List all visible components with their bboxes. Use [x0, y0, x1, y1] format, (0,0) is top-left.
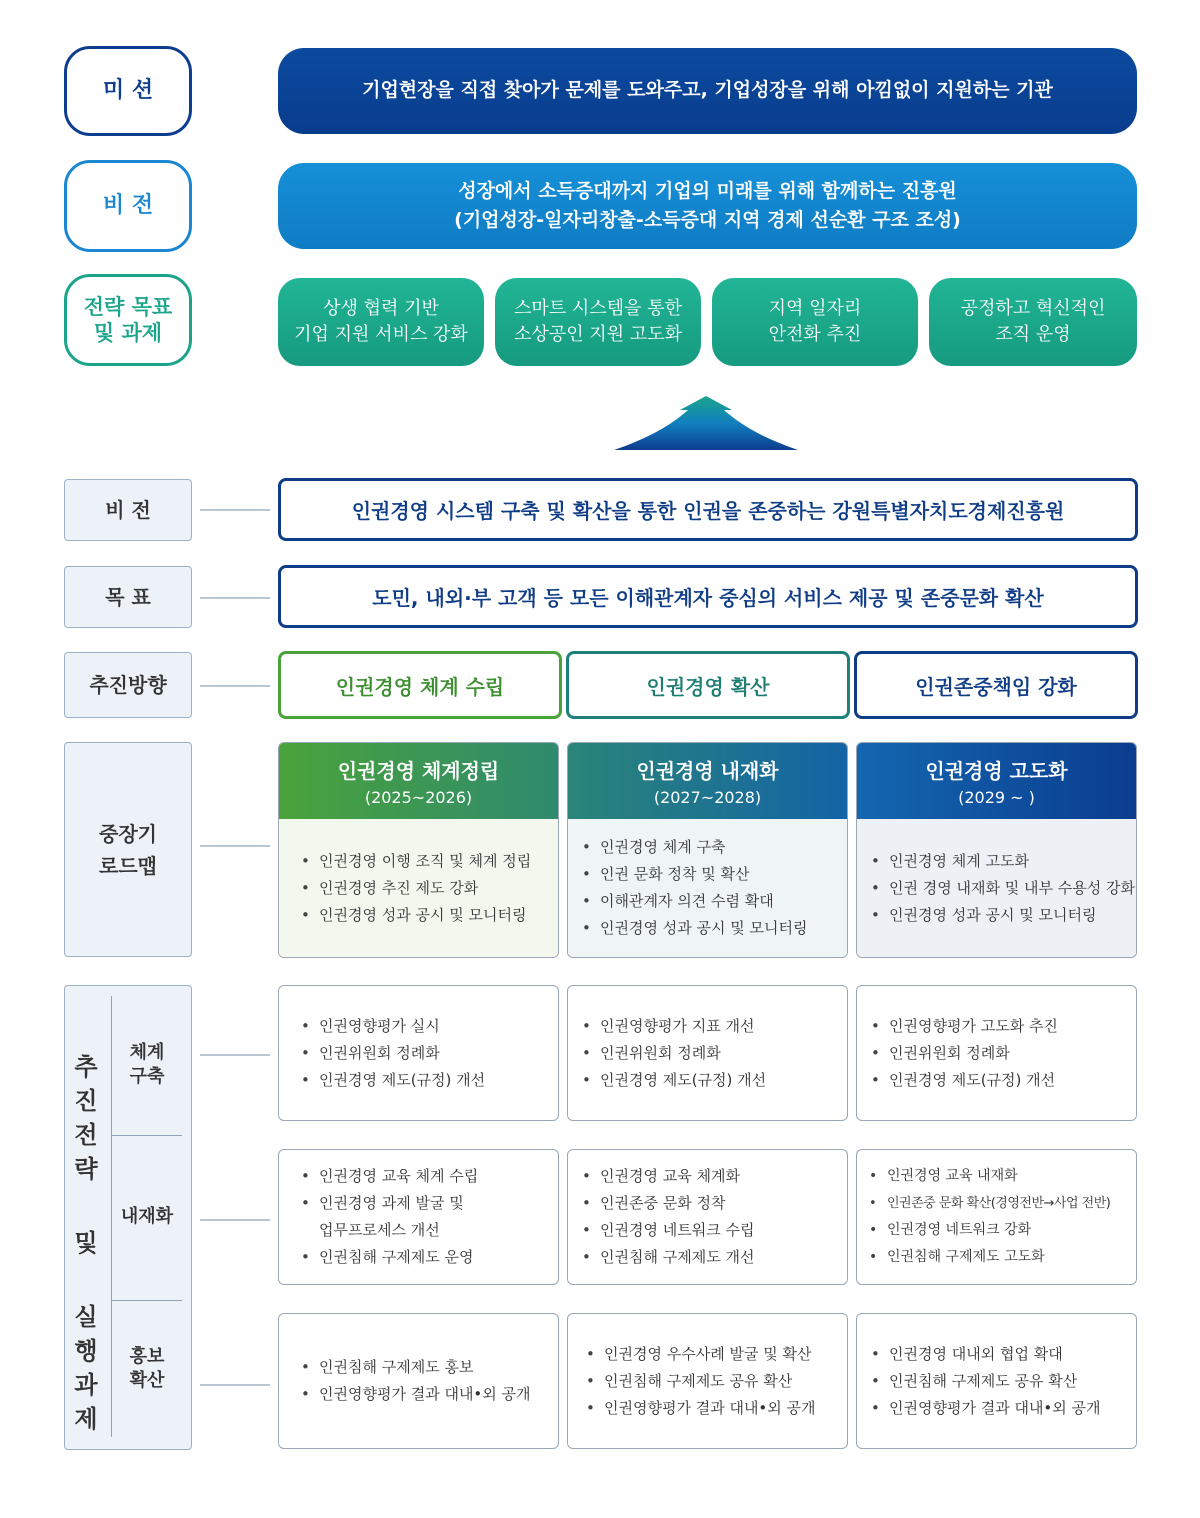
strategy-label-char: 실: [74, 1303, 98, 1331]
hr-goal-text: 도민, 내외·부 고객 등 모든 이해관계자 중심의 서비스 제공 및 존중문화 확산: [372, 586, 1044, 610]
list-item: • 인권영향평가 결과 대내•외 공개: [871, 1395, 1101, 1422]
hr-vision-box: [278, 478, 1138, 541]
row-label-line-2: 구축: [129, 1066, 165, 1087]
list-item: • 인권영향평가 실시: [301, 1013, 485, 1040]
strategy-label-char: 략: [74, 1155, 98, 1183]
goal-line-1: 지역 일자리: [768, 297, 862, 319]
goal-line-1: 스마트 시스템을 통한: [514, 297, 682, 319]
list-item: • 인권 경영 내재화 및 내부 수용성 강화: [871, 875, 1135, 902]
strategy-row-label: [112, 1136, 182, 1299]
list-item: • 인권경영 대내외 협업 확대: [871, 1341, 1101, 1368]
strategy-label-char: 전: [74, 1121, 98, 1149]
roadmap-stage-header: [279, 743, 558, 819]
list-item: • 인권영향평가 결과 대내•외 공개: [586, 1395, 816, 1422]
goal-card: [278, 278, 484, 366]
roadmap-stage-years: (2029 ~ ): [958, 788, 1035, 807]
list-item: • 인권경영 교육 내재화: [869, 1163, 1110, 1190]
goal-line-2: 안전화 추진: [768, 324, 862, 345]
direction-item: [566, 651, 850, 719]
hr-goal-label-text: 목 표: [105, 585, 151, 609]
direction-label-text: 추진방향: [89, 673, 167, 697]
vision-label: [64, 160, 192, 252]
roadmap-stage-body: [279, 819, 558, 957]
list-item: • 인권경영 네트워크 강화: [869, 1217, 1110, 1244]
roadmap-stage: [278, 742, 559, 958]
direction-item-text: 인권경영 확산: [646, 674, 770, 699]
list-item: • 인권경영 과제 발굴 및: [301, 1190, 478, 1217]
goal-line-2: 기업 지원 서비스 강화: [294, 324, 468, 345]
list-item: • 인권경영 제도(규정) 개선: [301, 1067, 485, 1094]
up-arrow-icon: [614, 394, 798, 452]
vision-label-text: 비 전: [102, 193, 154, 219]
row-label-line-2: 확산: [129, 1370, 165, 1391]
list-item: • 인권경영 교육 체계화: [582, 1163, 754, 1190]
strategy-label-char: 추: [74, 1053, 98, 1081]
list-item: • 인권침해 구제제도 개선: [582, 1244, 754, 1271]
direction-item-text: 인권경영 체계 수립: [335, 674, 505, 699]
list-item: • 인권경영 체계 구축: [582, 834, 807, 861]
strategy-row-label: [112, 1301, 182, 1437]
roadmap-stage-years: (2027~2028): [653, 788, 762, 807]
list-item: • 인권경영 추진 제도 강화: [301, 875, 531, 902]
goals-label-line-2: 및 과제: [93, 321, 163, 345]
task-card: [567, 1149, 848, 1285]
list-item: • 인권경영 네트워크 수립: [582, 1217, 754, 1244]
list-item: • 인권침해 구제제도 공유 확산: [871, 1368, 1101, 1395]
list-item: • 인권영향평가 결과 대내•외 공개: [301, 1381, 531, 1408]
connector-line: [200, 685, 270, 687]
task-card: [856, 1313, 1137, 1449]
list-item: • 인권존중 문화 확산(경영전반→사업 전반): [869, 1190, 1110, 1217]
strategy-label-char: 과: [74, 1371, 98, 1399]
connector-line: [200, 597, 270, 599]
direction-label: [64, 652, 192, 718]
task-card: [567, 985, 848, 1121]
list-item: • 인권경영 우수사례 발굴 및 확산: [586, 1341, 816, 1368]
task-card: [856, 985, 1137, 1121]
task-card: [278, 1313, 559, 1449]
roadmap-stage-title: 인권경영 내재화: [636, 759, 779, 783]
list-item: • 인권위원회 정례화: [582, 1040, 766, 1067]
connector-line: [200, 1384, 270, 1386]
list-item: • 인권위원회 정례화: [301, 1040, 485, 1067]
vision-line-1: 성장에서 소득증대까지 기업의 미래를 위해 함께하는 진흥원: [458, 179, 957, 202]
list-item: • 인권경영 성과 공시 및 모니터링: [301, 902, 531, 929]
task-card: [567, 1313, 848, 1449]
list-item: • 이해관계자 의견 수렴 확대: [582, 888, 807, 915]
hr-vision-label: [64, 479, 192, 541]
hr-vision-text: 인권경영 시스템 구축 및 확산을 통한 인권을 존중하는 강원특별자치도경제진흥원: [351, 499, 1065, 523]
strategy-label-char: 행: [74, 1337, 98, 1365]
mission-label: [64, 46, 192, 136]
list-item: • 인권침해 구제제도 공유 확산: [586, 1368, 816, 1395]
goal-line-1: 공정하고 혁신적인: [960, 297, 1106, 319]
roadmap-stage-title: 인권경영 체계정립: [337, 759, 500, 783]
list-item: • 인권영향평가 고도화 추진: [871, 1013, 1058, 1040]
connector-line: [200, 1054, 270, 1056]
strategy-label-char: 진: [74, 1087, 98, 1115]
list-item: • 인권경영 성과 공시 및 모니터링: [582, 915, 807, 942]
roadmap-label-line-2: 로드맵: [99, 853, 157, 878]
list-item: • 인권위원회 정례화: [871, 1040, 1058, 1067]
roadmap-stage: [856, 742, 1137, 958]
list-item: • 인권경영 제도(규정) 개선: [871, 1067, 1058, 1094]
roadmap-label-line-1: 중장기: [99, 821, 157, 846]
vision-banner: [278, 163, 1137, 249]
vision-line-2: (기업성장-일자리창출-소득증대 지역 경제 선순환 구조 조성): [454, 209, 961, 231]
roadmap-stage-header: [568, 743, 847, 819]
task-card: [278, 1149, 559, 1285]
list-item: • 인권경영 이행 조직 및 체계 정립: [301, 848, 531, 875]
goal-line-2: 조직 운영: [995, 324, 1071, 345]
hr-goal-box: [278, 565, 1138, 628]
goal-card: [929, 278, 1137, 366]
list-item: • 인권침해 구제제도 운영: [301, 1244, 478, 1271]
list-item: • 인권영향평가 지표 개선: [582, 1013, 766, 1040]
connector-line: [200, 1219, 270, 1221]
hr-goal-label: [64, 566, 192, 628]
goal-card: [495, 278, 701, 366]
goal-card: [712, 278, 918, 366]
roadmap-label: [64, 742, 192, 957]
mission-banner: [278, 48, 1137, 134]
strategy-label-vertical: [66, 1050, 106, 1436]
list-item: • 인권침해 구제제도 홍보: [301, 1354, 531, 1381]
row-label-line-1: 내재화: [120, 1206, 174, 1228]
strategy-label-char: 및: [74, 1229, 98, 1257]
mission-text: 기업현장을 직접 찾아가 문제를 도와주고, 기업성장을 위해 아낌없이 지원하는 기관: [362, 79, 1053, 102]
goals-label-line-1: 전략 목표: [83, 294, 173, 319]
row-label-line-1: 체계: [129, 1041, 165, 1063]
direction-item-text: 인권존중책임 강화: [915, 674, 1077, 699]
roadmap-stage-years: (2025~2026): [364, 788, 473, 807]
list-item: • 인권경영 체계 고도화: [871, 848, 1135, 875]
roadmap-stage: [567, 742, 848, 958]
connector-line: [200, 509, 270, 511]
hr-vision-label-text: 비 전: [105, 498, 151, 522]
row-label-line-1: 홍보: [129, 1345, 165, 1367]
mission-label-text: 미 션: [102, 78, 154, 104]
list-item: • 인권 문화 정착 및 확산: [582, 861, 807, 888]
task-card: [278, 985, 559, 1121]
list-item: • 인권경영 교육 체계 수립: [301, 1163, 478, 1190]
list-item: 업무프로세스 개선: [319, 1221, 440, 1239]
goal-line-2: 소상공인 지원 고도화: [514, 324, 682, 345]
roadmap-stage-body: [568, 819, 847, 957]
list-item: • 인권존중 문화 정착: [582, 1190, 754, 1217]
roadmap-stage-title: 인권경영 고도화: [925, 759, 1068, 783]
strategy-label-char: 제: [74, 1405, 98, 1433]
connector-line: [200, 845, 270, 847]
direction-item: [278, 651, 562, 719]
strategic-goals-label: [64, 274, 192, 366]
task-card: [856, 1149, 1137, 1285]
list-item: • 인권침해 구제제도 고도화: [869, 1244, 1110, 1271]
roadmap-stage-header: [857, 743, 1136, 819]
list-item: • 인권경영 성과 공시 및 모니터링: [871, 902, 1135, 929]
roadmap-stage-body: [857, 819, 1136, 957]
list-item: • 인권경영 제도(규정) 개선: [582, 1067, 766, 1094]
direction-item: [854, 651, 1138, 719]
strategy-row-label: [112, 996, 182, 1134]
goal-line-1: 상생 협력 기반: [323, 297, 439, 319]
